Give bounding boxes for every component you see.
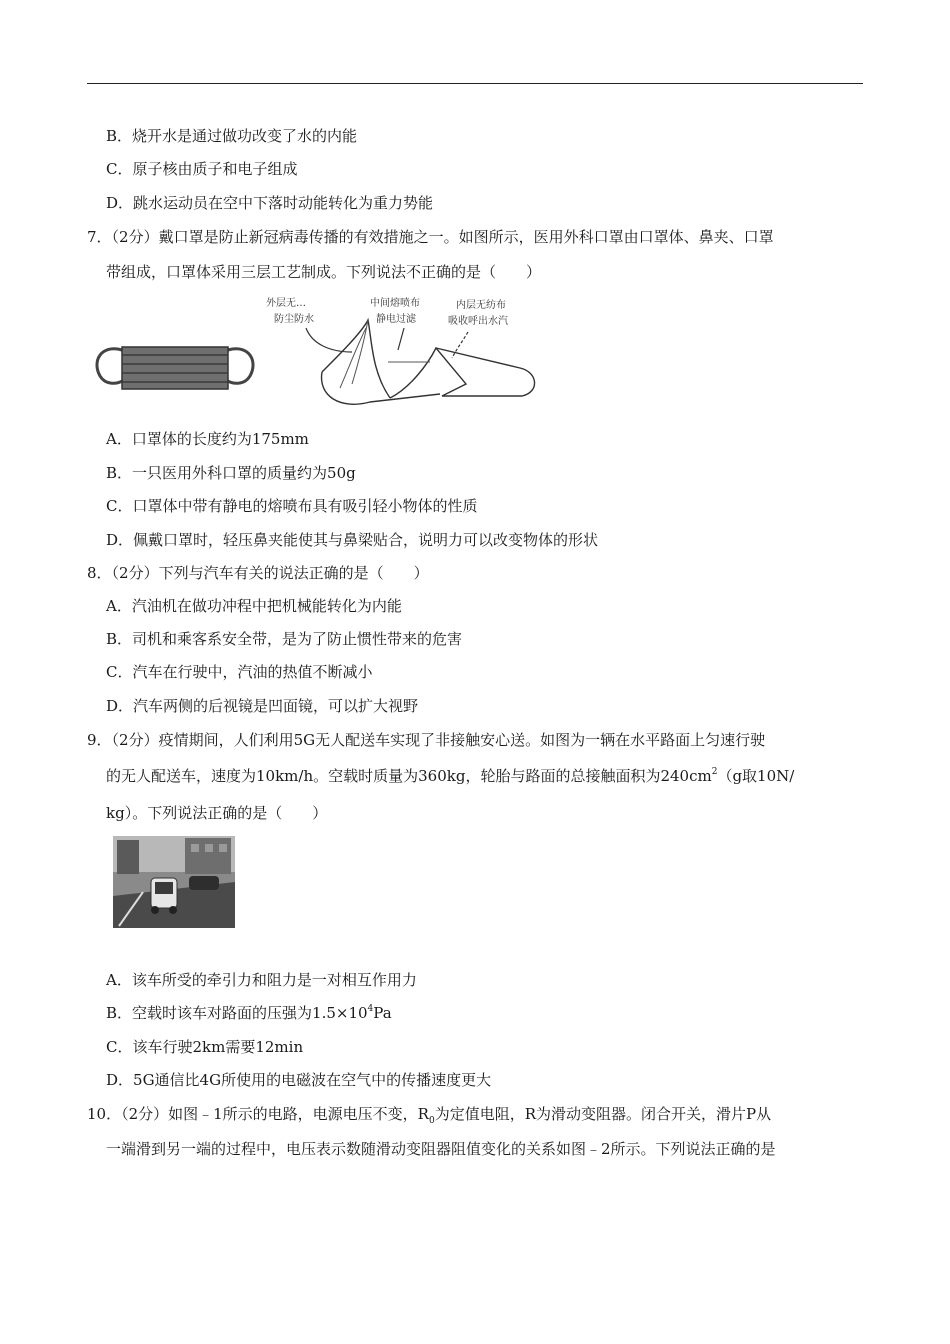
- q9-option-c: C．该车行驶2km需要12min: [106, 1038, 304, 1056]
- q6-option-d: D．跳水运动员在空中下落时动能转化为重力势能: [106, 194, 434, 212]
- middle-layer-label-line1: 中间熔喷布: [370, 298, 420, 309]
- middle-layer-label-line2: 静电过滤: [376, 314, 416, 325]
- q10-stem-line2: 一端滑到另一端的过程中，电压表示数随滑动变阻器阻值变化的关系如图﹣2所示。下列说法正确的是: [106, 1140, 776, 1158]
- q9-option-b: B．空载时该车对路面的压强为$1.5\times 10^4Pa$: [106, 1004, 392, 1022]
- q9-option-d: D．5G通信比4G所使用的电磁波在空气中的传播速度更大: [106, 1071, 492, 1089]
- mask-layers-diagram: [266, 296, 535, 404]
- q8-option-c: C．汽车在行驶中，汽油的热值不断减小: [106, 663, 373, 681]
- inner-layer-label-line2: 吸收呼出水汽: [448, 316, 508, 327]
- header-rule: [87, 83, 863, 84]
- q9-stem-line3: kg）。下列说法正确的是（ ）: [106, 804, 328, 822]
- q8-option-d: D．汽车两侧的后视镜是凹面镜，可以扩大视野: [106, 697, 419, 715]
- q9-stem-line2: 的无人配送车，速度为10km/h。空载时质量为360kg，轮胎与路面的总接触面积为$240cm^2(g$取10N/: [106, 767, 795, 785]
- inner-layer-label-line1: 内层无纺布: [456, 300, 506, 311]
- outer-layer-label-line1: 外层无…: [266, 298, 306, 309]
- q7-stem-line2: 带组成，口罩体采用三层工艺制成。下列说法不正确的是（ ）: [106, 263, 542, 281]
- q7-option-c: C．口罩体中带有静电的熔喷布具有吸引轻小物体的性质: [106, 497, 478, 515]
- mask-figure: [90, 292, 550, 414]
- mask-illustration: [97, 347, 253, 389]
- q10-stem-line1: 10．（2分）如图﹣1所示的电路，电源电压不变，$R_0$为定值电阻，R为滑动变阻器。闭合开关，滑片P从: [87, 1105, 772, 1126]
- q7-option-d: D．佩戴口罩时，轻压鼻夹能使其与鼻梁贴合，说明力可以改变物体的形状: [106, 531, 599, 549]
- q9-option-a: A．该车所受的牵引力和阻力是一对相互作用力: [106, 971, 417, 989]
- q7-option-a: A．口罩体的长度约为175mm: [106, 430, 309, 448]
- q7-option-b: B．一只医用外科口罩的质量约为50g: [106, 464, 356, 482]
- q7-stem-line1: 7．（2分）戴口罩是防止新冠病毒传播的有效措施之一。如图所示，医用外科口罩由口罩体、鼻夹、口罩: [87, 228, 774, 246]
- q6-option-c: C．原子核由质子和电子组成: [106, 160, 298, 178]
- q8-option-b: B．司机和乘客系安全带，是为了防止惯性带来的危害: [106, 630, 463, 648]
- q8-stem: 8．（2分）下列与汽车有关的说法正确的是（ ）: [87, 564, 429, 582]
- q6-option-b: B．烧开水是通过做功改变了水的内能: [106, 127, 358, 145]
- q9-stem-line1: 9．（2分）疫情期间，人们利用5G无人配送车实现了非接触安心送。如图为一辆在水平路面上匀速行驶: [87, 731, 766, 749]
- delivery-vehicle-photo: [113, 836, 235, 928]
- outer-layer-label-line2: 防尘防水: [274, 314, 314, 325]
- q8-option-a: A．汽油机在做功冲程中把机械能转化为内能: [106, 597, 402, 615]
